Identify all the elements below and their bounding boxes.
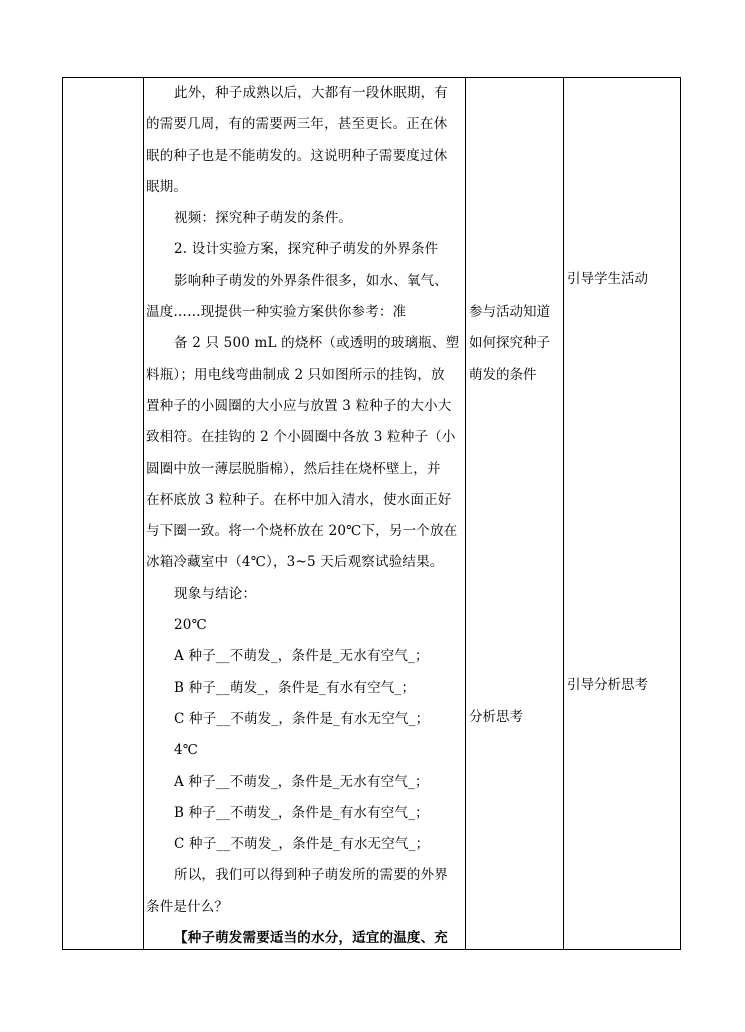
content-line: 条件是什么？: [146, 898, 229, 915]
teacher-activity-cell: [567, 264, 677, 295]
student-activity-line: 参与活动知道: [469, 304, 550, 320]
content-line: 视频：探究种子萌发的条件。: [174, 210, 353, 227]
student-activity-line: 萌发的条件: [469, 366, 537, 383]
teacher-activity-text: 引导学生活动: [567, 271, 648, 287]
teaching-content-cell: [146, 78, 462, 954]
content-line: 圆圈中放一薄层脱脂棉），然后挂在烧杯壁上，并: [146, 460, 441, 477]
content-line: C 种子__不萌发_，条件是_有水无空气_；: [174, 836, 430, 853]
content-line: 备 2 只 500 mL 的烧杯（或透明的玻璃瓶、塑: [174, 335, 460, 352]
student-activity-line: 如何探究种子: [469, 335, 550, 352]
column-divider: [465, 78, 466, 949]
teacher-activity-text: 引导分析思考: [567, 677, 648, 693]
content-line: 现象与结论：: [174, 585, 257, 602]
content-line: A 种子__不萌发_，条件是_无水有空气_；: [174, 773, 429, 790]
content-line: 4℃: [174, 742, 199, 759]
column-divider: [143, 78, 144, 949]
content-line: 影响种子萌发的外界条件很多，如水、氧气、: [174, 272, 448, 289]
column-divider: [563, 78, 564, 949]
content-line: 致相符。在挂钩的 2 个小圆圈中各放 3 粒种子（小: [146, 429, 456, 446]
content-line: B 种子__不萌发_，条件是_有水有空气_；: [174, 804, 429, 821]
student-activity-cell: [469, 297, 559, 391]
lesson-table: [62, 77, 681, 950]
content-line: 冰箱冷藏室中（4℃），3~5 天后观察试验结果。: [146, 554, 444, 571]
content-line: B 种子__萌发_，条件是_有水有空气_；: [174, 679, 416, 696]
content-line: C 种子__不萌发_，条件是_有水无空气_；: [174, 710, 430, 727]
content-line: 置种子的小圆圈的大小应与放置 3 粒种子的大小大: [146, 397, 452, 414]
content-line: 在杯底放 3 粒种子。在杯中加入清水，使水面正好: [146, 491, 452, 508]
student-activity-cell: [469, 702, 559, 733]
content-line: 此外，种子成熟以后，大都有一段休眠期，有: [174, 85, 448, 101]
teacher-activity-cell: [567, 670, 677, 701]
student-activity-line: 分析思考: [469, 709, 523, 725]
content-line: 的需要几周，有的需要两三年，甚至更长。正在休: [146, 116, 448, 133]
content-line: 料瓶）；用电线弯曲制成 2 只如图所示的挂钩，放: [146, 366, 445, 383]
content-line: 20℃: [174, 617, 207, 634]
content-line: 所以，我们可以得到种子萌发所的需要的外界: [174, 867, 448, 884]
content-line: 眠的种子也是不能萌发的。这说明种子需要度过休: [146, 147, 448, 164]
content-line: A 种子__不萌发_，条件是_无水有空气_；: [174, 648, 429, 665]
content-line: 眠期。: [146, 178, 188, 195]
content-line: 2. 设计实验方案，探究种子萌发的外界条件: [174, 241, 439, 258]
content-line: 【种子萌发需要适当的水分，适宜的温度、充: [174, 930, 448, 947]
content-line: 温度……现提供一种实验方案供你参考：准: [146, 304, 407, 321]
content-line: 与下圈一致。将一个烧杯放在 20℃下，另一个放在: [146, 523, 458, 540]
